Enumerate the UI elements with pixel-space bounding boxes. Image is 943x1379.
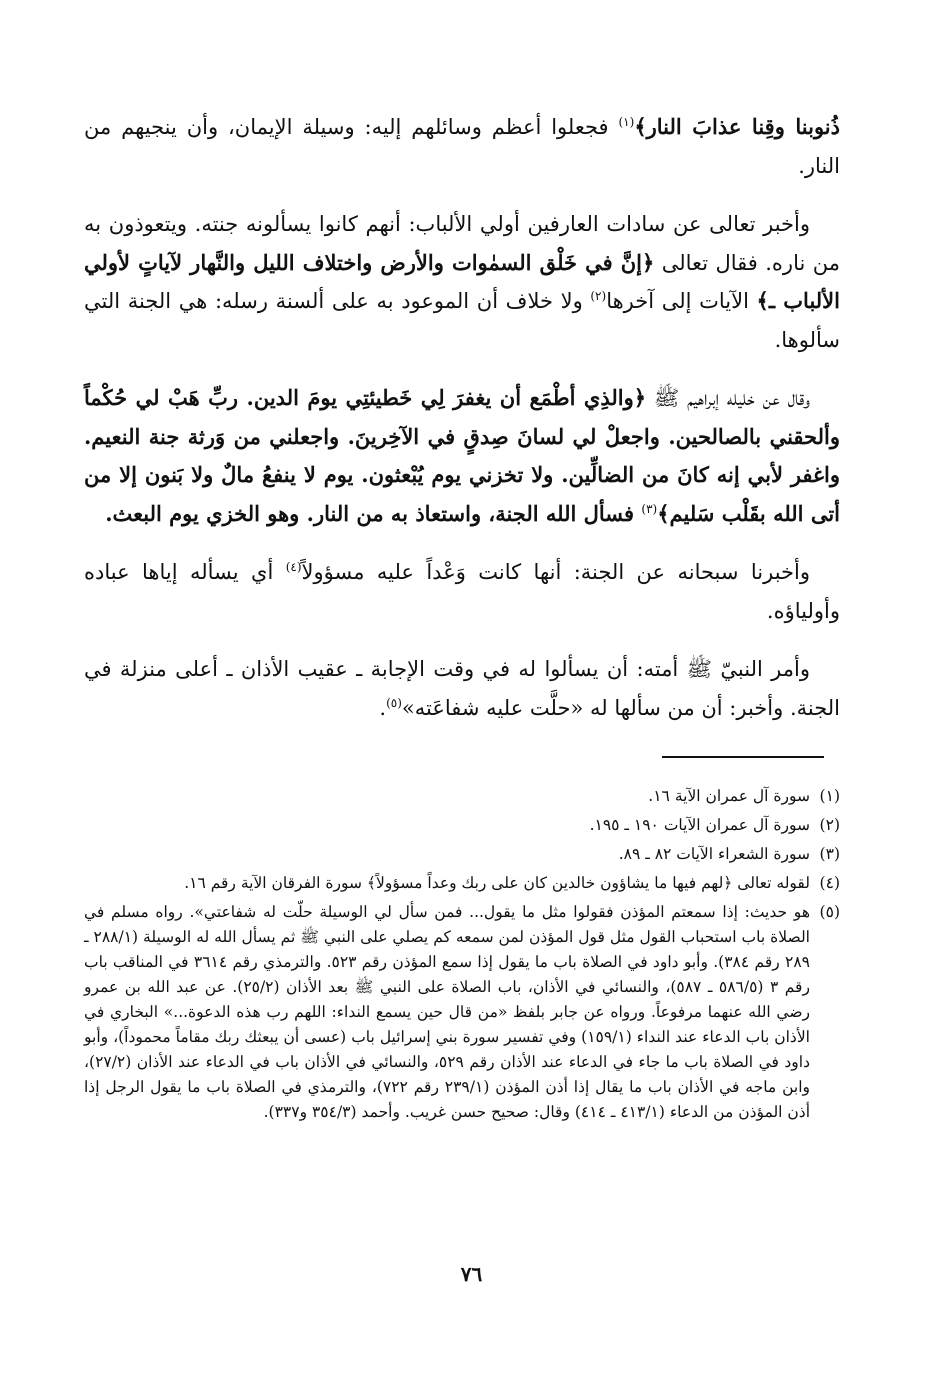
paragraph-5	[84, 650, 840, 727]
footnote-marker: (٥)	[386, 695, 402, 710]
paragraph-text: .	[379, 695, 387, 720]
footnote-marker: (٤)	[285, 560, 302, 574]
footnote-text: سورة الشعراء الآيات ٨٢ ـ ٨٩.	[618, 845, 810, 863]
paragraph-text: فسأل الله الجنة، واستعاذ به من النار. وهو الخزي يوم البعث.	[105, 500, 642, 526]
footnote-number: (٤)	[819, 874, 840, 892]
footnote-text: لقوله تعالى ﴿لهم فيها ما يشاؤون خالدين كان على ربك وعداً مسؤولاً﴾ سورة الفرقان الآية رقم ١٦.	[184, 874, 810, 892]
main-text	[84, 108, 840, 747]
quran-quote: ذُنوبنا وقِنا عذابَ النار﴾	[634, 114, 841, 139]
paragraph-text: ولا خلاف أن الموعود به على ألسنة رسله: هي الجنة التي سألوها.	[84, 289, 840, 352]
footnotes	[84, 784, 840, 1129]
footnote-item	[84, 813, 840, 838]
footnote-item	[84, 871, 840, 896]
paragraph-text: أي يسأله إياها عباده وأولياؤه.	[84, 560, 840, 623]
paragraph-intro: وأخبر تعالى عن سادات العارفين أولي الألباب: أنهم كانوا يسألونه جنته. ويتعوذون به من ناره. فقال تعالى	[84, 212, 840, 275]
footnote-marker: (٣)	[641, 501, 658, 516]
quran-quote: ﴿إنَّ في خَلْق السمٰوات والأرض واختلاف الليل والنَّهار لآياتٍ لأولي الألباب ـ﴾	[84, 249, 840, 313]
paragraph-text: الآيات إلى آخرها	[606, 289, 757, 313]
paragraph-1	[84, 108, 840, 185]
quran-quote: ﴿والذِي أطْمَع أن يغفرَ لِي خَطيئتِي يومَ الدين. ربِّ هَبْ لي حُكْماً وألحقني بالصالحين. واجعلْ لي لسانَ صِدقٍ في الآخِرينَ. واجعلني من وَرثة جنة النعيم. واغفر لأبي إنه كانَ من الضالِّين. ولا تخزني يوم يُبْعثون. يوم لا ينفعُ مالٌ ولا بَنون إلا من أتى الله بقَلْب سَليم﴾	[84, 385, 840, 526]
paragraph-4	[84, 553, 840, 630]
footnote-number: (٣)	[819, 845, 840, 863]
footnote-marker: (٢)	[590, 289, 607, 303]
footnote-number: (٢)	[819, 816, 840, 834]
footnote-text: سورة آل عمران الآية ١٦.	[648, 787, 810, 805]
footnote-item	[84, 900, 840, 1125]
footnote-number: (١)	[819, 787, 840, 805]
footnote-item	[84, 784, 840, 809]
page-number: ٧٦	[460, 1262, 483, 1286]
footnote-divider	[662, 756, 824, 758]
footnote-text: هو حديث: إذا سمعتم المؤذن فقولوا مثل ما يقول... فمن سأل لي الوسيلة حلّت له شفاعتي». رواه مسلم في الصلاة باب استحباب القول مثل قول المؤذن لمن سمعه كم يصلي على النبي ﷺ ثم يسأل الله له الوسيلة (٢٨٨/١ ـ ٢٨٩ رقم ٣٨٤). وأبو داود في الصلاة باب ما يقول إذا سمع المؤذن رقم ٥٢٣. والترمذي رقم ٣٦١٤ في المناقب باب رقم ٣ (٥٨٦/٥ ـ ٥٨٧)، والنسائي في الأذان، باب الصلاة على النبي ﷺ بعد الأذان (٢٥/٢). عن عبد الله بن عمرو رضي الله عنهما مرفوعاً. ورواه عن جابر بلفظ «من قال حين يسمع النداء: اللهم رب هذه الدعوة...» البخاري في الأذان باب الدعاء عند النداء (١٥٩/١) وفي تفسير سورة بني إسرائيل باب (عسى أن يبعثك ربك مقاماً محموداً)، وأبو داود في الصلاة باب ما جاء في الدعاء عند الأذان رقم ٥٢٩، والنسائي في الأذان باب في الدعاء عند الأذان (٢٧/٢)، وابن ماجه في الأذان باب ما يقال إذا أذن المؤذن (٢٣٩/١ رقم ٧٢٢)، والترمذي في الصلاة باب ما يقول الرجل إذا أذن المؤذن من الدعاء (٤١٣/١ ـ ٤١٤) وقال: صحيح حسن غريب. وأحمد (٣٥٤/٣ و٣٣٧).	[84, 903, 810, 1121]
footnote-number: (٥)	[819, 903, 840, 921]
paragraph-intro: وأمر النبيّ ﷺ أمته: أن يسألوا له في وقت الإجابة ـ عقيب الأذان ـ أعلى منزلة في الجنة. وأخبر: أن من سألها له «حلَّت عليه شفاعَته»	[84, 657, 840, 720]
footnote-item	[84, 842, 840, 867]
footnote-marker: (١)	[618, 115, 635, 129]
paragraph-intro: وقال عن خليله إبراهيم ﷺ	[646, 386, 810, 410]
paragraph-text: فجعلوا أعظم وسائلهم إليه: وسيلة الإيمان، وأن ينجيهم من النار.	[84, 115, 840, 178]
paragraph-2	[84, 205, 840, 359]
footnote-text: سورة آل عمران الآيات ١٩٠ ـ ١٩٥.	[589, 816, 810, 834]
paragraph-3	[84, 379, 840, 533]
paragraph-intro: وأخبرنا سبحانه عن الجنة: أنها كانت وَعْداً عليه مسؤولاً	[301, 560, 810, 584]
